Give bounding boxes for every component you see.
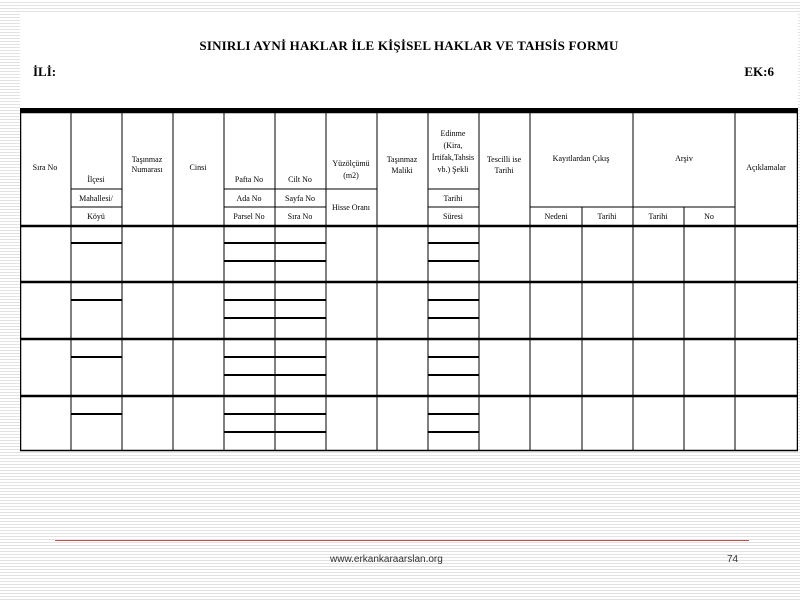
col-parsel-no: Parsel No xyxy=(233,212,265,221)
col-yuzolcumu-2: (m2) xyxy=(343,171,359,180)
col-no: No xyxy=(704,212,714,221)
col-tescil-1: Tescilli ise xyxy=(486,155,522,164)
footer-divider xyxy=(55,540,749,541)
form-table xyxy=(20,12,798,452)
col-sira-no-2: Sıra No xyxy=(287,212,313,221)
col-tarihi-2: Tarihi xyxy=(648,212,668,221)
col-edinme-4: vb.) Şekli xyxy=(437,165,469,174)
col-arsiv: Arşiv xyxy=(675,154,693,163)
col-sayfa-no: Sayfa No xyxy=(285,194,315,203)
col-tasinmaz-maliki-1: Taşınmaz xyxy=(386,155,418,164)
col-kayitlardan-cikis: Kayıtlardan Çıkış xyxy=(552,154,610,163)
form-title: SINIRLI AYNİ HAKLAR İLE KİŞİSEL HAKLAR VE TAHSİS FORMU xyxy=(199,38,619,53)
col-tasinmaz-1: Taşınmaz xyxy=(131,155,163,164)
col-pafta-no: Pafta No xyxy=(234,175,264,184)
footer-url: www.erkankaraarslan.org xyxy=(330,554,443,565)
col-edinme-tarihi: Tarihi xyxy=(443,194,463,203)
col-nedeni: Nedeni xyxy=(544,212,568,221)
col-koyu: Köyü xyxy=(87,212,105,221)
form-sheet xyxy=(20,12,798,452)
col-tarihi-1: Tarihi xyxy=(597,212,617,221)
col-tasinmaz-maliki-2: Maliki xyxy=(391,166,413,175)
il-label: İLİ: xyxy=(33,64,57,79)
col-edinme-3: İrtifak,Tahsis xyxy=(431,153,475,162)
ek-label: EK:6 xyxy=(744,64,774,79)
col-edinme-suresi: Süresi xyxy=(443,212,463,221)
col-ada-no: Ada No xyxy=(236,194,262,203)
col-sira-no: Sıra No xyxy=(32,163,58,172)
col-yuzolcumu-1: Yüzölçümü xyxy=(332,159,370,168)
col-mahallesi: Mahallesi/ xyxy=(79,194,113,203)
col-tasinmaz-2: Numarası xyxy=(131,165,163,174)
page-number: 74 xyxy=(727,554,739,565)
col-cilt-no: Cilt No xyxy=(288,175,312,184)
col-aciklamalar: Açıklamalar xyxy=(746,163,786,172)
col-edinme-2: (Kira, xyxy=(443,141,463,150)
col-hisse-orani: Hisse Oranı xyxy=(332,203,370,212)
col-edinme-1: Edinme xyxy=(440,129,466,138)
col-ilcesi: İlçesi xyxy=(87,175,105,184)
col-tescil-2: Tarihi xyxy=(494,166,514,175)
col-cinsi: Cinsi xyxy=(189,163,207,172)
